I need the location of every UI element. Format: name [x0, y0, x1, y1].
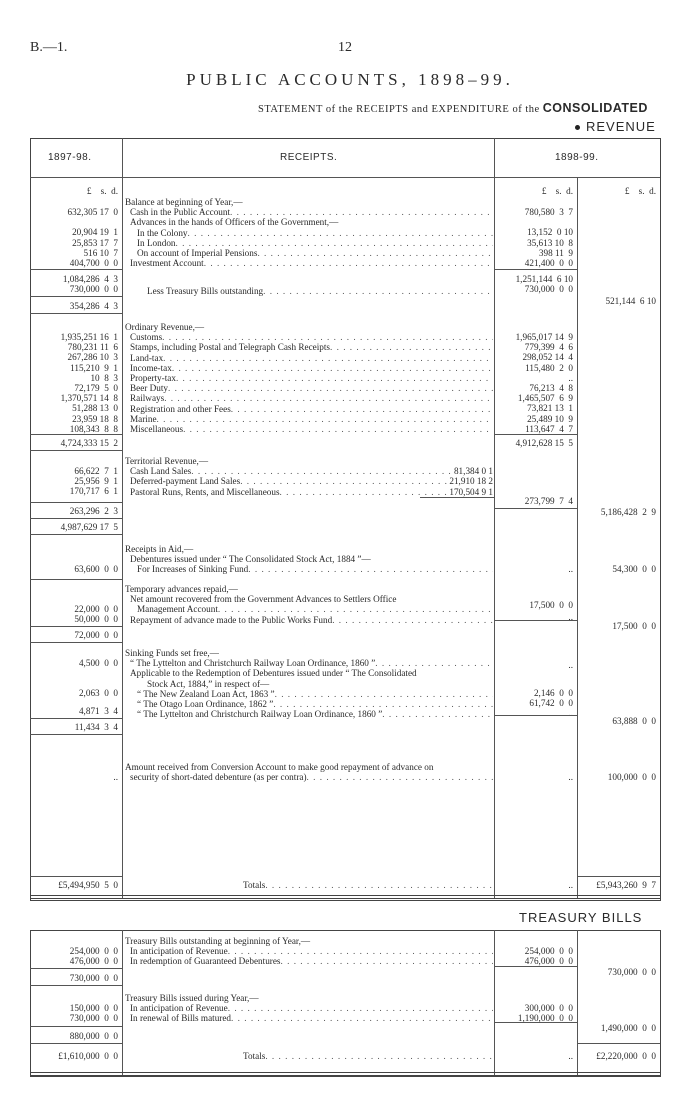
sinking-line: Stock Act, 1884,” in respect of— [147, 678, 270, 689]
list-item: In the Colony [137, 227, 188, 238]
list-item: Railways [130, 393, 165, 404]
treasury-outstanding-section [125, 936, 493, 967]
money-header-c2: £ s. d. [624, 186, 656, 196]
temporary-total-prev: 72,000 0 0 [74, 630, 118, 640]
receipts-heading: RECEIPTS. [280, 152, 338, 163]
conversion-prev: .. [113, 772, 118, 782]
treasury-outstanding-prev: 254,000 0 0 476,000 0 0 [69, 946, 118, 967]
conversion-line: security of short-dated debenture (as per contra) [130, 772, 307, 783]
balance-prev-values: 632,305 17 0 20,904 19 1 25,853 17 7 516 10 7 404,700 0 0 [67, 207, 118, 269]
sinking-line: “ The New Zealand Loan Act, 1863 ” [137, 688, 275, 699]
sinking-total-prev: 11,434 3 4 [74, 722, 118, 732]
territorial-prev-values: 66,622 7 1 25,956 9 1 170,717 6 1 [69, 466, 118, 497]
temporary-c1-line3: .. [568, 612, 573, 622]
ordinary-curr-values: 1,965,017 14 9 779,399 4 6 298,052 14 4 115,480 2 0 .. 76,213 4 8 1,465,507 6 9 73,821 13 1 25,489 10 9 113,647 4 7 [515, 332, 573, 434]
list-item: In London [137, 237, 176, 248]
totals-label: Totals [243, 880, 266, 890]
sinking-line: Applicable to the Redemption of Debentures issued under “ The Consolidated [130, 668, 417, 679]
sinking-total-c2: 63,888 0 0 [612, 716, 656, 726]
list-item: On account of Imperial Pensions [137, 248, 258, 259]
revenue-grand-prev: 4,987,629 17 5 [60, 522, 118, 532]
totals-prev: £5,494,950 5 0 [58, 880, 118, 890]
list-item: Property-tax [130, 373, 176, 384]
list-item: Investment Account [130, 258, 204, 269]
sinking-funds-section [125, 648, 493, 719]
list-item: In renewal of Bills matured [130, 1013, 232, 1024]
territorial-section: Territorial Revenue,— Cash Land Sales . . . 81,384 0 1 Deferred-payment Land Sales . . . 21,910 18 2 Pastoral Runs, Rents, and Miscellaneous . . . 170,504 9 1 [125, 456, 493, 497]
temporary-total-c2: 17,500 0 0 [612, 621, 656, 631]
treasury-issued-c1: 300,000 0 0 1,190,000 0 0 [517, 1003, 573, 1024]
sinking-line1-prev: 4,500 0 0 [78, 658, 118, 668]
ordinary-prev-values: 1,935,251 16 1 780,231 11 6 267,286 10 3 115,210 9 1 10 8 3 72,179 5 0 1,370,571 14 8 51,288 13 0 23,959 18 8 108,343 8 8 [60, 332, 118, 434]
less-treasury-label: Less Treasury Bills outstanding [147, 286, 264, 296]
aid-line: Debentures issued under “ The Consolidated Stock Act, 1884 ”— [130, 554, 371, 565]
treasury-issued-section [125, 993, 493, 1024]
aid-c2: 54,300 0 0 [612, 564, 656, 574]
balance-subtotal-prev: 1,084,286 4 3 [62, 274, 118, 284]
balance-net-prev: 354,286 4 3 [69, 301, 118, 311]
curr-year-heading: 1898-99. [555, 152, 599, 163]
treasury-issued-total-c2: 1,490,000 0 0 [600, 1023, 656, 1033]
conversion-section [125, 762, 493, 782]
temporary-line: Management Account [137, 604, 218, 615]
list-item: In redemption of Guaranteed Debentures [130, 956, 281, 967]
less-treasury-curr: 730,000 0 0 [524, 284, 573, 294]
revenue-grand-curr: 5,186,428 2 9 [600, 507, 656, 517]
conversion-c2: 100,000 0 0 [607, 772, 656, 782]
list-item: Advances in the hands of Officers of the Government,— [130, 217, 339, 228]
list-item: Cash Land Sales [130, 466, 192, 477]
sinking-line: “ The Lyttelton and Christchurch Railway Loan Ordinance, 1860 ” [130, 658, 376, 669]
treasury-issued-heading: Treasury Bills issued during Year,— [125, 993, 259, 1003]
list-item: Land-tax [130, 352, 164, 363]
territorial-total-prev: 263,296 2 3 [69, 506, 118, 516]
sinking-line6-prev: 4,871 3 4 [78, 706, 118, 716]
territorial-total-curr: 273,799 7 4 [524, 496, 573, 506]
temporary-prev-values: 22,000 0 0 50,000 0 0 [74, 604, 118, 625]
money-header-left: £ s. d. [86, 186, 118, 196]
list-item: Income-tax [130, 362, 172, 373]
list-item: Cash in the Public Account [130, 207, 231, 218]
page-title: PUBLIC ACCOUNTS, 1898–99. [186, 70, 514, 89]
treasury-totals-c2: £2,220,000 0 0 [596, 1051, 656, 1061]
list-item: Marine [130, 413, 157, 424]
list-item: Stamps, including Postal and Telegraph Cash Receipts [130, 342, 331, 353]
conversion-c1: .. [568, 772, 573, 782]
list-item: Deferred-payment Land Sales [130, 476, 241, 487]
balance-subtotal-curr: 1,251,144 6 10 [515, 274, 573, 284]
treasury-issued-total-prev: 880,000 0 0 [69, 1031, 118, 1041]
treasury-bills-heading: TREASURY BILLS [519, 910, 643, 925]
treasury-totals-c1: .. [568, 1051, 573, 1061]
sinking-line6-c1: .. [568, 708, 573, 718]
page-number: 12 [338, 40, 352, 55]
revenue-heading [575, 119, 656, 134]
balance-net-curr: 521,144 6 10 [605, 296, 656, 306]
ordinary-heading: Ordinary Revenue,— [125, 322, 205, 332]
treasury-outstanding-heading: Treasury Bills outstanding at beginning of Year,— [125, 936, 311, 946]
treasury-outstanding-c1: 254,000 0 0 476,000 0 0 [524, 946, 573, 967]
aid-prev: 63,600 0 0 [74, 564, 118, 574]
less-treasury-prev: 730,000 0 0 [69, 284, 118, 294]
prev-year-heading: 1897-98. [48, 152, 92, 163]
territorial-heading: Territorial Revenue,— [125, 456, 209, 466]
list-item: In anticipation of Revenue [130, 1003, 228, 1014]
treasury-totals-prev: £1,610,000 0 0 [58, 1051, 118, 1061]
sinking-line1-c1: .. [568, 660, 573, 670]
statement-heading [258, 101, 648, 115]
sinking-line4-c1: 2,146 0 0 [533, 688, 573, 698]
temporary-c1-line2: 17,500 0 0 [529, 600, 573, 610]
temporary-advances-section [125, 584, 493, 625]
treasury-issued-prev: 150,000 0 0 730,000 0 0 [69, 1003, 118, 1024]
temporary-line: Repayment of advance made to the Public Works Fund [130, 614, 333, 625]
treasury-outstanding-total-prev: 730,000 0 0 [69, 973, 118, 983]
balance-heading: Balance at beginning of Year,— [125, 197, 243, 207]
sinking-heading: Sinking Funds set free,— [125, 648, 219, 658]
aid-c1: .. [568, 564, 573, 574]
statement-prefix: STATEMENT of the RECEIPTS and EXPENDITURE of the [258, 104, 540, 115]
bullet-icon [575, 125, 580, 130]
statement-bold: CONSOLIDATED [542, 101, 648, 115]
ordinary-total-curr: 4,912,628 15 5 [515, 438, 573, 448]
list-item: Customs [130, 332, 163, 343]
sinking-line5-c1: 61,742 0 0 [529, 698, 573, 708]
money-header-c1: £ s. d. [541, 186, 573, 196]
treasury-outstanding-total-c2: 730,000 0 0 [607, 967, 656, 977]
document-reference: B.—1. [30, 40, 68, 55]
list-item: In anticipation of Revenue [130, 946, 228, 957]
aid-heading: Receipts in Aid,— [125, 544, 194, 554]
ordinary-revenue-section [125, 322, 493, 434]
temporary-line: Net amount recovered from the Government Advances to Settlers Office [130, 594, 397, 605]
conversion-line: Amount received from Conversion Account to make good repayment of advance on [125, 762, 434, 772]
temporary-heading: Temporary advances repaid,— [125, 584, 238, 594]
aid-line: For Increases of Sinking Fund [137, 564, 249, 575]
ordinary-total-prev: 4,724,333 15 2 [60, 438, 118, 448]
list-item: Miscellaneous [130, 424, 184, 435]
sinking-line4-prev: 2,063 0 0 [78, 688, 118, 698]
list-item: Pastoral Runs, Rents, and Miscellaneous [130, 486, 280, 497]
balance-curr-values: 780,580 3 7 13,152 0 10 35,613 10 8 398 11 9 421,400 0 0 [524, 207, 573, 269]
balance-section [125, 197, 493, 268]
totals-c1: .. [568, 880, 573, 890]
list-item: Registration and other Fees [130, 403, 231, 414]
revenue-label: REVENUE [586, 119, 656, 134]
treasury-totals-label: Totals [243, 1051, 266, 1061]
receipts-in-aid-section [125, 544, 493, 575]
sinking-line: “ The Lyttelton and Christchurch Railway Loan Ordinance, 1860 ” [137, 709, 383, 720]
totals-c2: £5,943,260 9 7 [596, 880, 656, 890]
list-item: Beer Duty [130, 383, 169, 394]
sinking-line: “ The Otago Loan Ordinance, 1862 ” [137, 699, 274, 710]
